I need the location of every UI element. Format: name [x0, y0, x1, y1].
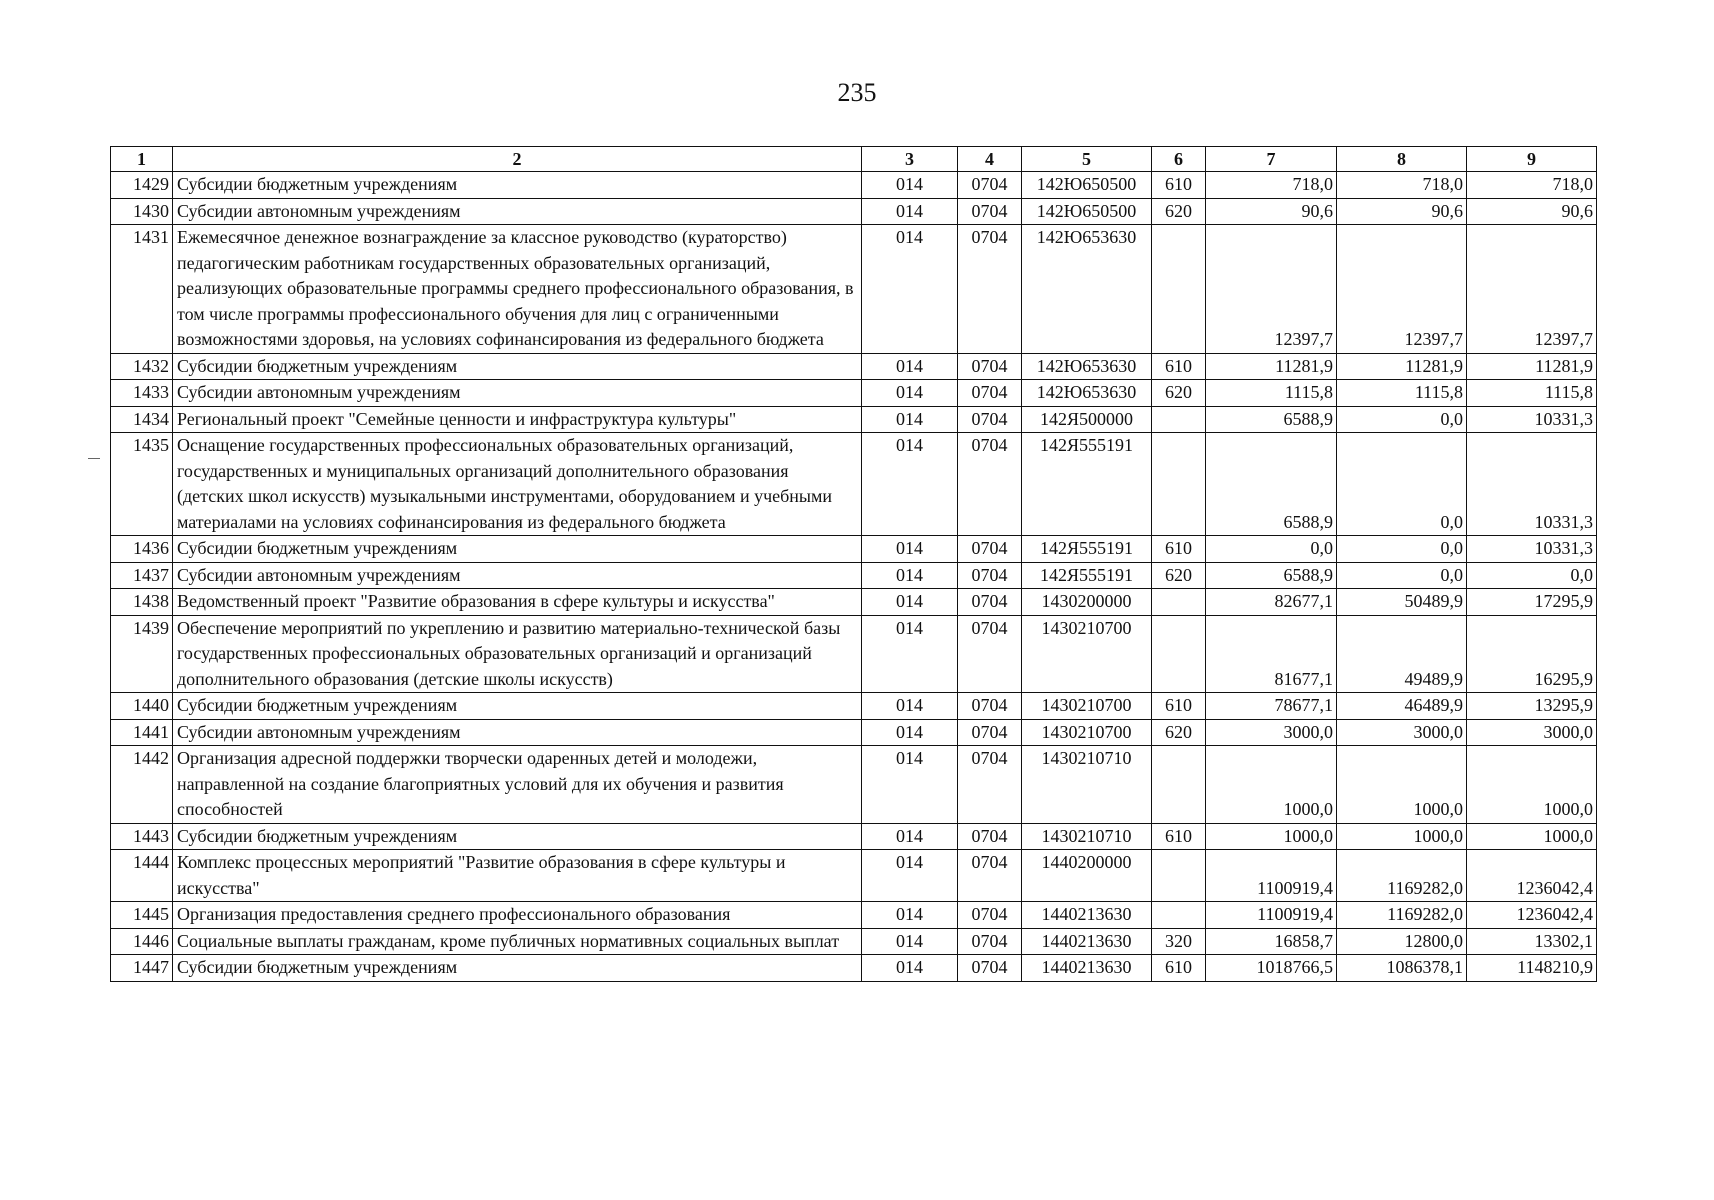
row-amount9-cell: 10331,3: [1467, 433, 1597, 536]
row-amount7-cell: 81677,1: [1206, 615, 1337, 693]
row-amount9-cell: 1236042,4: [1467, 902, 1597, 929]
row-code3-cell: 014: [862, 589, 958, 616]
row-amount9-cell: 3000,0: [1467, 719, 1597, 746]
row-code5-cell: 142Я555191: [1022, 536, 1152, 563]
row-code6-cell: 620: [1152, 198, 1206, 225]
row-name-cell: Субсидии бюджетным учреждениям: [173, 955, 862, 982]
row-code5-cell: 142Ю650500: [1022, 198, 1152, 225]
row-amount8-cell: 90,6: [1337, 198, 1467, 225]
row-code6-cell: 610: [1152, 823, 1206, 850]
table-row: [111, 589, 1597, 616]
row-amount9-cell: 13302,1: [1467, 928, 1597, 955]
column-header-5: 5: [1022, 147, 1152, 172]
column-header-3: 3: [862, 147, 958, 172]
table-row: [111, 433, 1597, 536]
row-amount7-cell: 6588,9: [1206, 433, 1337, 536]
row-amount7-cell: 1000,0: [1206, 823, 1337, 850]
row-code4-cell: 0704: [958, 562, 1022, 589]
row-code6-cell: [1152, 746, 1206, 824]
row-code3-cell: 014: [862, 746, 958, 824]
column-header-7: 7: [1206, 147, 1337, 172]
row-code4-cell: 0704: [958, 536, 1022, 563]
row-code5-cell: 1430210700: [1022, 615, 1152, 693]
row-number-cell: 1435: [111, 433, 173, 536]
table-row: [111, 380, 1597, 407]
row-number-cell: 1445: [111, 902, 173, 929]
table-header: [111, 147, 1597, 172]
row-code5-cell: 142Ю653630: [1022, 225, 1152, 354]
row-name-cell: Субсидии бюджетным учреждениям: [173, 693, 862, 720]
row-code4-cell: 0704: [958, 225, 1022, 354]
row-name-cell: Оснащение государственных профессиональных образовательных организаций, государственных и муниципальных организаций дополнительного образования (детских школ искусств) музыкальными инструментами, оборудованием и учебными материалами на условиях софинансирования из федерального бюджета: [173, 433, 862, 536]
row-amount7-cell: 1100919,4: [1206, 850, 1337, 902]
row-number-cell: 1437: [111, 562, 173, 589]
row-code3-cell: 014: [862, 172, 958, 199]
row-amount7-cell: 78677,1: [1206, 693, 1337, 720]
row-amount9-cell: 0,0: [1467, 562, 1597, 589]
row-amount9-cell: 90,6: [1467, 198, 1597, 225]
table-row: [111, 823, 1597, 850]
row-code5-cell: 142Ю653630: [1022, 353, 1152, 380]
row-amount9-cell: 16295,9: [1467, 615, 1597, 693]
row-amount9-cell: 17295,9: [1467, 589, 1597, 616]
row-code4-cell: 0704: [958, 589, 1022, 616]
row-code4-cell: 0704: [958, 172, 1022, 199]
row-code5-cell: 1430210710: [1022, 746, 1152, 824]
row-code6-cell: 620: [1152, 719, 1206, 746]
row-code4-cell: 0704: [958, 353, 1022, 380]
row-code5-cell: 1430210700: [1022, 719, 1152, 746]
row-amount9-cell: 11281,9: [1467, 353, 1597, 380]
row-code5-cell: 1440213630: [1022, 902, 1152, 929]
row-amount8-cell: 1000,0: [1337, 746, 1467, 824]
row-amount9-cell: 1236042,4: [1467, 850, 1597, 902]
row-amount9-cell: 1148210,9: [1467, 955, 1597, 982]
row-code6-cell: 610: [1152, 693, 1206, 720]
row-code4-cell: 0704: [958, 850, 1022, 902]
row-amount8-cell: 3000,0: [1337, 719, 1467, 746]
row-amount7-cell: 1100919,4: [1206, 902, 1337, 929]
row-amount8-cell: 0,0: [1337, 433, 1467, 536]
row-code6-cell: [1152, 615, 1206, 693]
margin-mark: [88, 458, 100, 459]
column-header-6: 6: [1152, 147, 1206, 172]
row-code5-cell: 1430200000: [1022, 589, 1152, 616]
row-code6-cell: 620: [1152, 562, 1206, 589]
row-number-cell: 1443: [111, 823, 173, 850]
row-code5-cell: 142Я500000: [1022, 406, 1152, 433]
row-amount7-cell: 6588,9: [1206, 406, 1337, 433]
row-amount7-cell: 3000,0: [1206, 719, 1337, 746]
row-code4-cell: 0704: [958, 746, 1022, 824]
row-amount9-cell: 1115,8: [1467, 380, 1597, 407]
row-name-cell: Субсидии автономным учреждениям: [173, 562, 862, 589]
row-amount8-cell: 1115,8: [1337, 380, 1467, 407]
row-code4-cell: 0704: [958, 955, 1022, 982]
row-amount9-cell: 1000,0: [1467, 823, 1597, 850]
row-code3-cell: 014: [862, 198, 958, 225]
row-amount8-cell: 0,0: [1337, 536, 1467, 563]
row-code3-cell: 014: [862, 850, 958, 902]
row-amount7-cell: 1000,0: [1206, 746, 1337, 824]
row-amount7-cell: 0,0: [1206, 536, 1337, 563]
table-body: [111, 172, 1597, 982]
row-code3-cell: 014: [862, 380, 958, 407]
row-amount9-cell: 12397,7: [1467, 225, 1597, 354]
row-number-cell: 1433: [111, 380, 173, 407]
row-code3-cell: 014: [862, 823, 958, 850]
table-row: [111, 693, 1597, 720]
row-code6-cell: [1152, 589, 1206, 616]
row-code5-cell: 142Я555191: [1022, 562, 1152, 589]
column-header-1: 1: [111, 147, 173, 172]
row-code4-cell: 0704: [958, 198, 1022, 225]
row-name-cell: Субсидии бюджетным учреждениям: [173, 172, 862, 199]
row-amount7-cell: 12397,7: [1206, 225, 1337, 354]
row-amount8-cell: 12397,7: [1337, 225, 1467, 354]
row-amount9-cell: 10331,3: [1467, 406, 1597, 433]
row-name-cell: Комплекс процессных мероприятий "Развитие образования в сфере культуры и искусства": [173, 850, 862, 902]
table-row: [111, 198, 1597, 225]
row-number-cell: 1440: [111, 693, 173, 720]
row-number-cell: 1432: [111, 353, 173, 380]
row-amount8-cell: 1169282,0: [1337, 850, 1467, 902]
row-code5-cell: 142Ю653630: [1022, 380, 1152, 407]
row-code3-cell: 014: [862, 902, 958, 929]
table-row: [111, 615, 1597, 693]
row-code3-cell: 014: [862, 562, 958, 589]
row-name-cell: Субсидии бюджетным учреждениям: [173, 536, 862, 563]
row-number-cell: 1430: [111, 198, 173, 225]
row-amount7-cell: 6588,9: [1206, 562, 1337, 589]
row-amount8-cell: 0,0: [1337, 406, 1467, 433]
row-code6-cell: 610: [1152, 955, 1206, 982]
row-code6-cell: 610: [1152, 172, 1206, 199]
row-code4-cell: 0704: [958, 433, 1022, 536]
table-row: [111, 225, 1597, 354]
row-number-cell: 1439: [111, 615, 173, 693]
row-code6-cell: 610: [1152, 353, 1206, 380]
table-row: [111, 353, 1597, 380]
row-name-cell: Региональный проект "Семейные ценности и инфраструктура культуры": [173, 406, 862, 433]
row-amount8-cell: 1000,0: [1337, 823, 1467, 850]
row-number-cell: 1447: [111, 955, 173, 982]
row-code6-cell: 320: [1152, 928, 1206, 955]
column-header-8: 8: [1337, 147, 1467, 172]
header-row: [111, 147, 1597, 172]
row-code5-cell: 1440213630: [1022, 928, 1152, 955]
row-code3-cell: 014: [862, 693, 958, 720]
table-row: [111, 850, 1597, 902]
row-name-cell: Ведомственный проект "Развитие образования в сфере культуры и искусства": [173, 589, 862, 616]
table-row: [111, 928, 1597, 955]
row-number-cell: 1442: [111, 746, 173, 824]
row-amount8-cell: 11281,9: [1337, 353, 1467, 380]
row-amount7-cell: 1018766,5: [1206, 955, 1337, 982]
row-code3-cell: 014: [862, 719, 958, 746]
page-number: 235: [837, 78, 877, 107]
row-number-cell: 1446: [111, 928, 173, 955]
table-row: [111, 562, 1597, 589]
row-code3-cell: 014: [862, 955, 958, 982]
row-code6-cell: [1152, 406, 1206, 433]
row-number-cell: 1434: [111, 406, 173, 433]
row-amount8-cell: 0,0: [1337, 562, 1467, 589]
row-code4-cell: 0704: [958, 719, 1022, 746]
row-code3-cell: 014: [862, 928, 958, 955]
row-code4-cell: 0704: [958, 902, 1022, 929]
row-amount9-cell: 10331,3: [1467, 536, 1597, 563]
row-name-cell: Организация адресной поддержки творчески одаренных детей и молодежи, направленной на создание благоприятных условий для их обучения и развития способностей: [173, 746, 862, 824]
row-number-cell: 1429: [111, 172, 173, 199]
row-amount8-cell: 46489,9: [1337, 693, 1467, 720]
row-code4-cell: 0704: [958, 406, 1022, 433]
table-row: [111, 902, 1597, 929]
row-code6-cell: 620: [1152, 380, 1206, 407]
row-code4-cell: 0704: [958, 615, 1022, 693]
row-amount7-cell: 718,0: [1206, 172, 1337, 199]
row-code3-cell: 014: [862, 406, 958, 433]
row-name-cell: Социальные выплаты гражданам, кроме публичных нормативных социальных выплат: [173, 928, 862, 955]
column-header-9: 9: [1467, 147, 1597, 172]
row-code3-cell: 014: [862, 433, 958, 536]
row-name-cell: Обеспечение мероприятий по укреплению и развитию материально-технической базы государственных профессиональных образовательных организаций и организаций дополнительного образования (детские школы искусств): [173, 615, 862, 693]
row-code6-cell: [1152, 433, 1206, 536]
row-code5-cell: 1430210700: [1022, 693, 1152, 720]
row-code4-cell: 0704: [958, 693, 1022, 720]
table-row: [111, 172, 1597, 199]
row-name-cell: Организация предоставления среднего профессионального образования: [173, 902, 862, 929]
row-code5-cell: 1440200000: [1022, 850, 1152, 902]
row-amount9-cell: 1000,0: [1467, 746, 1597, 824]
row-name-cell: Субсидии бюджетным учреждениям: [173, 823, 862, 850]
row-name-cell: Ежемесячное денежное вознаграждение за классное руководство (кураторство) педагогическим работникам государственных образовательных организаций, реализующих образовательные программы среднего профессионального образования, в том числе программы профессионального обучения для лиц с ограниченными возможностями здоровья, на условиях софинансирования из федерального бюджета: [173, 225, 862, 354]
row-code3-cell: 014: [862, 353, 958, 380]
row-number-cell: 1436: [111, 536, 173, 563]
row-amount9-cell: 13295,9: [1467, 693, 1597, 720]
row-amount9-cell: 718,0: [1467, 172, 1597, 199]
table-row: [111, 719, 1597, 746]
row-number-cell: 1431: [111, 225, 173, 354]
row-code6-cell: 610: [1152, 536, 1206, 563]
column-header-4: 4: [958, 147, 1022, 172]
row-number-cell: 1444: [111, 850, 173, 902]
row-name-cell: Субсидии автономным учреждениям: [173, 719, 862, 746]
row-code5-cell: 142Я555191: [1022, 433, 1152, 536]
row-amount8-cell: 718,0: [1337, 172, 1467, 199]
table-row: [111, 746, 1597, 824]
row-code4-cell: 0704: [958, 380, 1022, 407]
row-code6-cell: [1152, 902, 1206, 929]
table-row: [111, 955, 1597, 982]
budget-table: [110, 146, 1597, 982]
row-code4-cell: 0704: [958, 823, 1022, 850]
table-row: [111, 536, 1597, 563]
row-amount7-cell: 82677,1: [1206, 589, 1337, 616]
row-code3-cell: 014: [862, 536, 958, 563]
row-amount7-cell: 16858,7: [1206, 928, 1337, 955]
row-code5-cell: 1440213630: [1022, 955, 1152, 982]
row-number-cell: 1441: [111, 719, 173, 746]
row-amount7-cell: 90,6: [1206, 198, 1337, 225]
row-amount7-cell: 11281,9: [1206, 353, 1337, 380]
row-code5-cell: 1430210710: [1022, 823, 1152, 850]
row-amount8-cell: 1169282,0: [1337, 902, 1467, 929]
row-code3-cell: 014: [862, 615, 958, 693]
row-name-cell: Субсидии бюджетным учреждениям: [173, 353, 862, 380]
column-header-2: 2: [173, 147, 862, 172]
row-code4-cell: 0704: [958, 928, 1022, 955]
row-name-cell: Субсидии автономным учреждениям: [173, 198, 862, 225]
row-amount8-cell: 1086378,1: [1337, 955, 1467, 982]
row-code3-cell: 014: [862, 225, 958, 354]
row-amount7-cell: 1115,8: [1206, 380, 1337, 407]
row-amount8-cell: 50489,9: [1337, 589, 1467, 616]
row-code6-cell: [1152, 850, 1206, 902]
row-name-cell: Субсидии автономным учреждениям: [173, 380, 862, 407]
row-amount8-cell: 12800,0: [1337, 928, 1467, 955]
row-code6-cell: [1152, 225, 1206, 354]
row-number-cell: 1438: [111, 589, 173, 616]
row-amount8-cell: 49489,9: [1337, 615, 1467, 693]
table-row: [111, 406, 1597, 433]
row-code5-cell: 142Ю650500: [1022, 172, 1152, 199]
